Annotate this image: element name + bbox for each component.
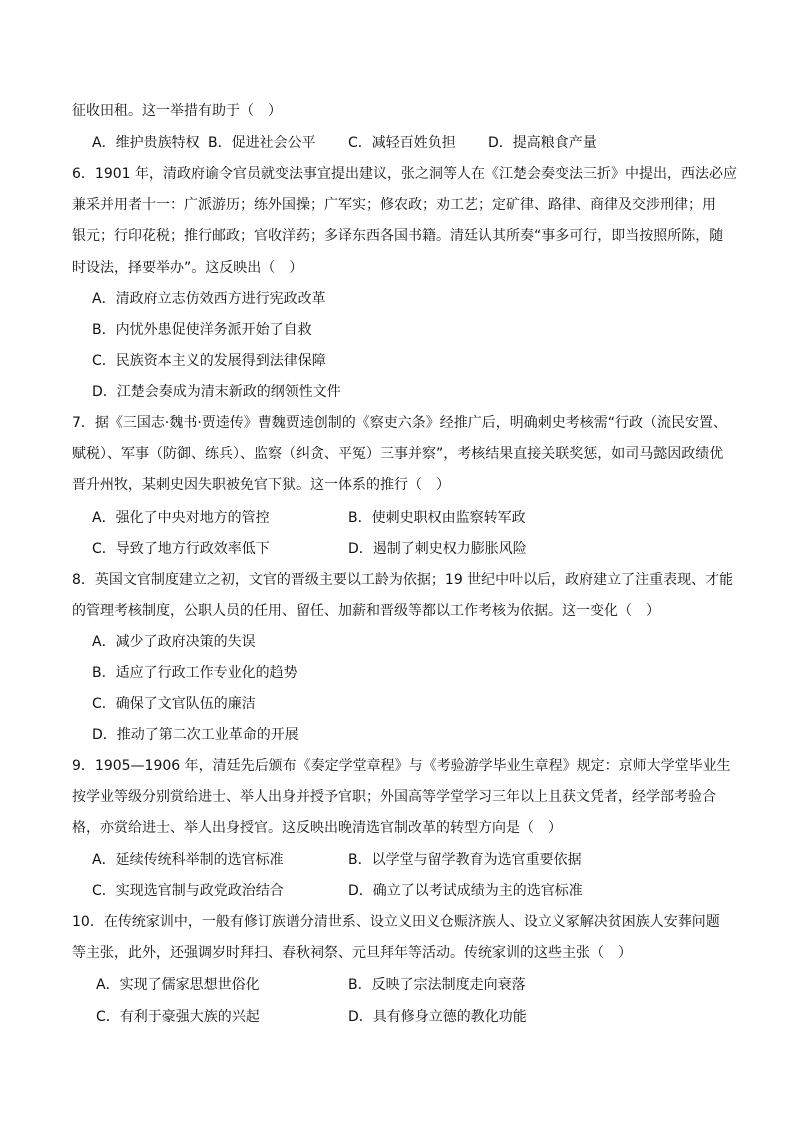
question-5-stem: 征收田租。这一举措有助于（ ）	[72, 103, 282, 119]
question-7-stem-line: 晋升州牧，某刺史因失职被免官下狱。这一体系的推行（ ）	[72, 477, 450, 493]
question-8-option-c[interactable]: C．确保了文官队伍的廉洁	[92, 696, 256, 712]
question-7-option-d[interactable]: D．遏制了刺史权力膨胀风险	[348, 541, 527, 557]
question-6-stem-line: 时设法，择要举办”。这反映出（ ）	[72, 260, 304, 276]
question-9-option-a[interactable]: A．延续传统科举制的选官标准	[92, 852, 284, 868]
question-8-option-d[interactable]: D．推动了第二次工业革命的开展	[92, 727, 299, 743]
question-6-stem-line: 6．1901 年，清政府谕令官员就变法事宜提出建议，张之洞等人在《江楚会奏变法三折》中提出，西法必应	[72, 166, 737, 182]
question-8-stem-line: 的管理考核制度，公职人员的任用、留任、加薪和晋级等都以工作考核为依据。这一变化（ ）	[72, 603, 660, 619]
question-9-stem-line: 9．1905—1906 年，清廷先后颁布《奏定学堂章程》与《考验游学毕业生章程》规定：京师大学堂毕业生	[72, 758, 731, 774]
question-8-stem-line: 8．英国文官制度建立之初，文官的晋级主要以工龄为依据；19 世纪中叶以后，政府建立了注重表现、才能	[72, 572, 734, 588]
question-5-option-d[interactable]: D．提高粮食产量	[488, 135, 597, 151]
question-10-stem-line: 等主张，此外，还强调岁时拜扫、春秋祠祭、元旦拜年等活动。传统家训的这些主张（ ）	[72, 945, 632, 961]
question-9-stem-line: 格，亦赏给进士、举人出身授官。这反映出晚清选官制改革的转型方向是（ ）	[72, 820, 562, 836]
question-6-option-d[interactable]: D．江楚会奏成为清末新政的纲领性文件	[92, 384, 341, 400]
question-10-stem-line: 10．在传统家训中，一般有修订族谱分清世系、设立义田义仓赈济族人、设立义冢解决贫困族人安葬问题	[72, 914, 720, 930]
question-7-option-a[interactable]: A．强化了中央对地方的管控	[92, 510, 270, 526]
question-8-option-b[interactable]: B．适应了行政工作专业化的趋势	[92, 665, 298, 681]
question-5-option-c[interactable]: C．减轻百姓负担	[348, 135, 456, 151]
question-10-option-d[interactable]: D．具有修身立德的教化功能	[348, 1009, 527, 1025]
question-5-option-a[interactable]: A．维护贵族特权	[92, 135, 200, 151]
question-9-option-d[interactable]: D．确立了以考试成绩为主的选官标准	[348, 883, 583, 899]
question-7-option-b[interactable]: B．使刺史职权由监察转军政	[348, 510, 526, 526]
question-7-stem-line: 赋税）、军事（防御、练兵）、监察（纠贪、平冤）三事并察”，考核结果直接关联奖惩，如司马懿因政绩优	[72, 446, 724, 462]
question-10-option-c[interactable]: C．有利于豪强大族的兴起	[96, 1009, 260, 1025]
question-10-option-a[interactable]: A．实现了儒家思想世俗化	[96, 977, 260, 993]
question-10-option-b[interactable]: B．反映了宗法制度走向衰落	[348, 977, 526, 993]
question-9-option-b[interactable]: B．以学堂与留学教育为选官重要依据	[348, 852, 582, 868]
question-6-stem-line: 兼采并用者十一：广派游历；练外国操；广军实；修农政；劝工艺；定矿律、路律、商律及交涉刑律；用	[72, 197, 716, 213]
question-6-option-b[interactable]: B．内忧外患促使洋务派开始了自救	[92, 322, 312, 338]
question-7-option-c[interactable]: C．导致了地方行政效率低下	[92, 541, 270, 557]
question-8-option-a[interactable]: A．减少了政府决策的失误	[92, 634, 256, 650]
question-9-stem-line: 按学业等级分别赏给进士、举人出身并授予官职；外国高等学堂学习三年以上且获文凭者，经学部考验合	[72, 789, 716, 805]
question-9-option-c[interactable]: C．实现选官制与政党政治结合	[92, 883, 284, 899]
question-5-option-b[interactable]: B．促进社会公平	[208, 135, 316, 151]
question-7-stem-line: 7．据《三国志·魏书·贾逵传》曹魏贾逵创制的《察吏六条》经推广后，明确刺史考核需“行政（流民安置、	[72, 415, 728, 431]
question-6-option-a[interactable]: A．清政府立志仿效西方进行宪政改革	[92, 291, 326, 307]
question-6-stem-line: 银元；行印花税；推行邮政；官收洋药；多译东西各国书籍。清廷认其所奏“事多可行，即当按照所陈，随	[72, 228, 724, 244]
question-6-option-c[interactable]: C．民族资本主义的发展得到法律保障	[92, 353, 326, 369]
